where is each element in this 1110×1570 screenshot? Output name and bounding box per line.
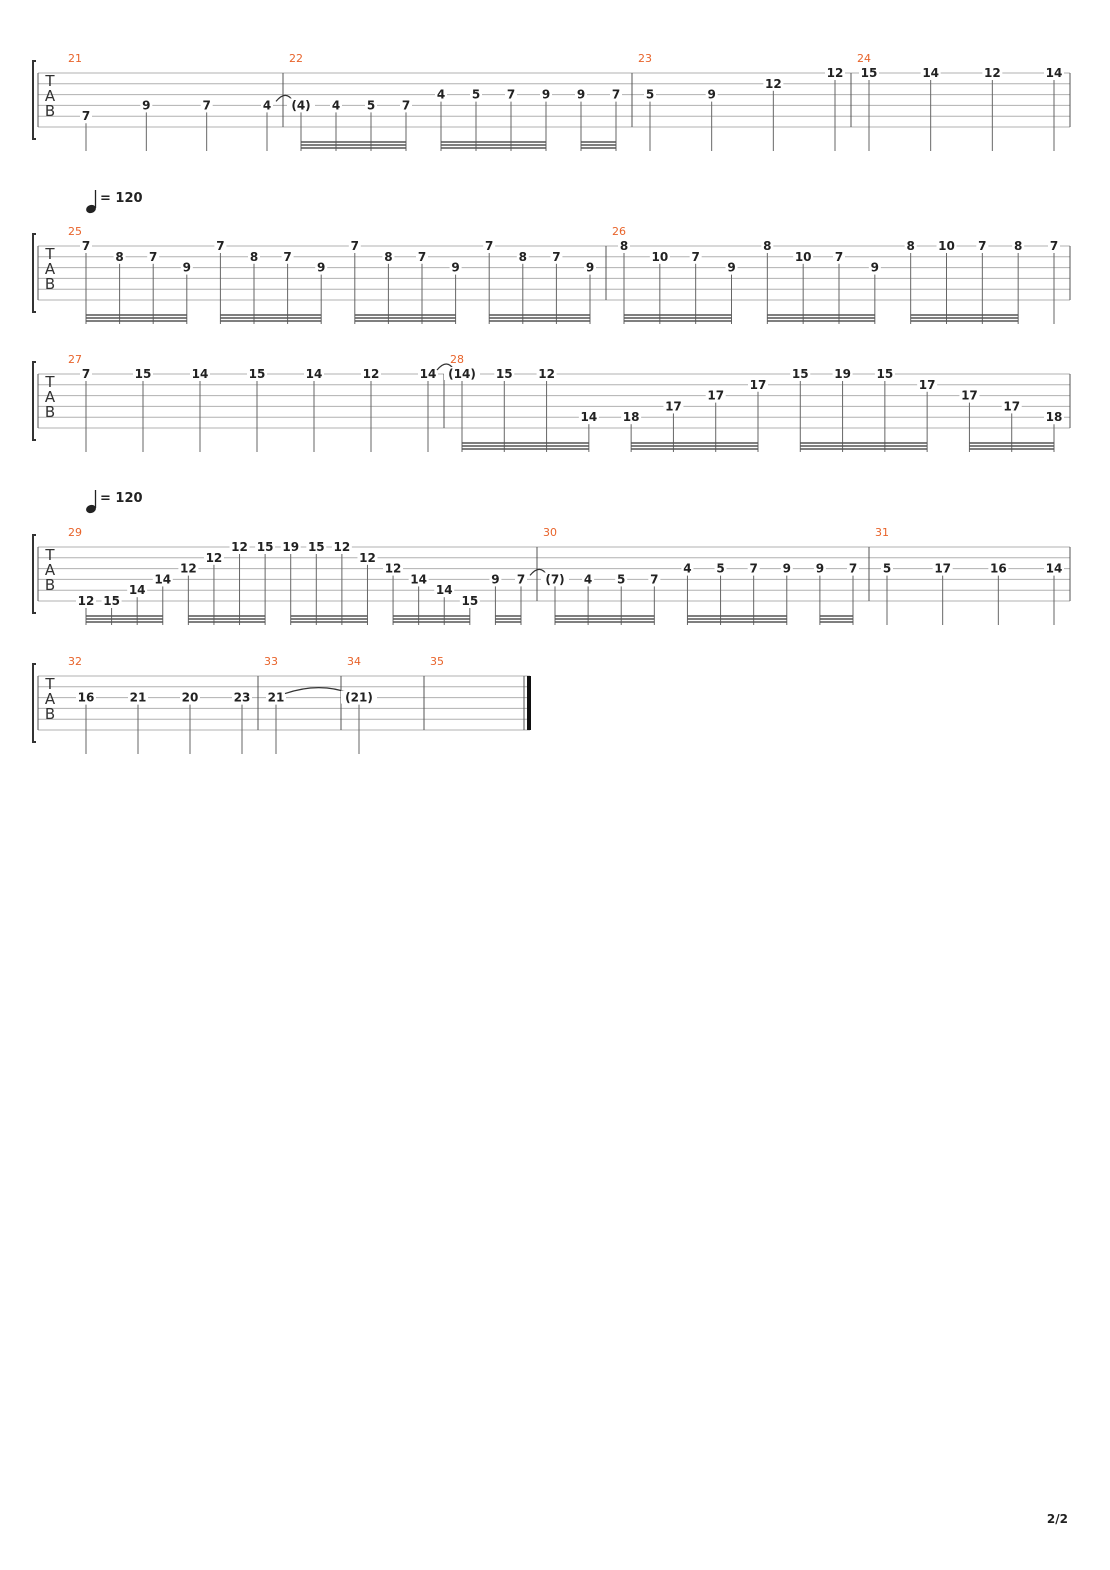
fret-number: 14: [191, 367, 209, 381]
fret-number: 14: [922, 66, 940, 80]
measure-number: 24: [857, 52, 871, 65]
fret-number: 15: [256, 540, 274, 554]
fret-number: 10: [938, 239, 955, 253]
fret-number: 14: [305, 367, 323, 381]
fret-number: 4: [436, 87, 446, 102]
fret-number: 4: [583, 572, 593, 587]
fret-number: 14: [580, 410, 598, 425]
fret-number: 17: [961, 388, 978, 403]
tab-clef-letter: A: [44, 690, 56, 708]
tab-clef-letter: A: [44, 87, 56, 105]
system-bracket: [33, 61, 36, 139]
fret-number: 9: [870, 260, 880, 275]
fret-number: 15: [860, 66, 878, 80]
tab-system: [33, 526, 1070, 625]
system-bracket: [33, 664, 36, 742]
fret-number: 5: [471, 87, 481, 102]
measure-number: 25: [68, 225, 82, 238]
measure-number: 21: [68, 52, 82, 65]
fret-number: 7: [202, 98, 211, 113]
fret-number: 5: [617, 572, 626, 587]
measure-number: 35: [430, 655, 444, 668]
fret-number: 15: [134, 367, 152, 381]
fret-number: 15: [307, 540, 325, 554]
fret-number: 14: [1045, 561, 1063, 576]
fret-number: 7: [350, 239, 359, 253]
tab-clef-letter: A: [44, 260, 56, 278]
fret-number: 7: [611, 87, 621, 102]
fret-number: 14: [1045, 66, 1063, 80]
tab-system: [33, 353, 1070, 452]
fret-number: 7: [506, 87, 516, 102]
fret-number: 7: [485, 239, 494, 253]
fret-number: 8: [619, 239, 629, 253]
fret-number: 4: [331, 98, 341, 113]
tempo-value: = 120: [100, 191, 143, 206]
fret-number: 14: [419, 367, 437, 381]
fret-number: 4: [683, 561, 692, 576]
fret-number: 12: [764, 76, 782, 91]
fret-number: 8: [1013, 239, 1023, 253]
tab-clef-letter: T: [45, 245, 55, 263]
fret-number: (21): [345, 690, 373, 705]
fret-number: 10: [651, 249, 669, 264]
fret-number: 8: [384, 249, 393, 264]
fret-number: 9: [576, 87, 586, 102]
fret-number: 5: [645, 87, 655, 102]
fret-number: 9: [815, 561, 825, 576]
tempo-value: = 120: [100, 491, 143, 506]
fret-number: 15: [103, 594, 120, 608]
fret-number: (7): [545, 572, 565, 587]
tab-clef-letter: B: [44, 275, 56, 293]
fret-number: 14: [128, 583, 146, 598]
fret-number: 7: [552, 249, 561, 264]
fret-number: 7: [749, 561, 758, 576]
fret-number: 12: [205, 550, 223, 565]
tab-clef-letter: A: [44, 388, 56, 406]
fret-number: 21: [129, 690, 147, 705]
fret-number: 7: [216, 239, 225, 253]
tab-clef-letter: B: [44, 102, 56, 120]
fret-number: 15: [876, 367, 894, 381]
fret-number: 16: [989, 561, 1007, 576]
fret-number: 14: [435, 583, 453, 598]
fret-number: 15: [495, 367, 513, 381]
tab-system: [33, 655, 530, 754]
tab-clef-letter: T: [45, 675, 55, 693]
measure-number: 33: [264, 655, 278, 668]
tab-clef-letter: B: [44, 705, 56, 723]
tab-clef-letter: T: [45, 373, 55, 391]
fret-number: 18: [622, 410, 640, 425]
fret-number: 12: [538, 367, 555, 381]
measure-number: 28: [450, 353, 464, 366]
fret-number: 7: [978, 239, 987, 253]
system-bracket: [33, 362, 36, 440]
system-bracket: [33, 535, 36, 613]
fret-number: 8: [249, 249, 259, 264]
fret-number: 23: [233, 690, 251, 705]
fret-number: 19: [282, 540, 300, 554]
fret-number: 17: [1003, 399, 1021, 414]
fret-number: 12: [362, 367, 380, 381]
tab-clef-letter: T: [45, 72, 55, 90]
fret-number: 7: [848, 561, 858, 576]
fret-number: 9: [491, 572, 500, 587]
tab-clef-letter: B: [44, 403, 56, 421]
fret-number: 9: [727, 260, 736, 275]
fret-number: 7: [401, 98, 411, 113]
fret-number: 5: [716, 561, 725, 576]
fret-number: 18: [1045, 410, 1063, 425]
fret-number: 7: [417, 249, 427, 264]
fret-number: 7: [1049, 239, 1059, 253]
fret-number: (14): [448, 367, 476, 381]
tab-clef-letter: B: [44, 576, 56, 594]
fret-number: 19: [834, 367, 851, 381]
tab-clef-letter: A: [44, 561, 56, 579]
fret-number: 12: [359, 550, 376, 565]
tab-system: [33, 52, 1070, 151]
fret-number: 15: [248, 367, 266, 381]
tab-clef-letter: T: [45, 546, 55, 564]
fret-number: 8: [906, 239, 915, 253]
fret-number: 12: [231, 540, 248, 554]
fret-number: 7: [650, 572, 659, 587]
fret-number: 7: [691, 249, 700, 264]
fret-number: 7: [149, 249, 158, 264]
fret-number: 20: [181, 690, 199, 705]
fret-number: 14: [410, 572, 427, 587]
fret-number: 9: [541, 87, 551, 102]
fret-number: 15: [791, 367, 809, 381]
fret-number: 10: [794, 249, 812, 264]
fret-number: 21: [267, 690, 285, 705]
fret-number: 8: [518, 249, 527, 264]
fret-number: 12: [77, 594, 95, 608]
fret-number: 4: [262, 98, 272, 113]
fret-number: 12: [983, 66, 1001, 80]
fret-number: 9: [707, 87, 716, 102]
measure-number: 26: [612, 225, 626, 238]
measure-number: 23: [638, 52, 652, 65]
fret-number: 7: [81, 109, 91, 124]
measure-number: 34: [347, 655, 361, 668]
fret-number: 15: [461, 594, 479, 608]
fret-number: 7: [516, 572, 526, 587]
fret-number: 9: [182, 260, 191, 275]
fret-number: 12: [333, 540, 351, 554]
page-number: 2/2: [1046, 1512, 1068, 1526]
measure-number: 29: [68, 526, 82, 539]
fret-number: 5: [882, 561, 892, 576]
fret-number: 8: [115, 249, 124, 264]
fret-number: 16: [77, 690, 95, 705]
fret-number: (4): [291, 98, 311, 113]
fret-number: 9: [451, 260, 460, 275]
tempo-mark: [85, 490, 143, 514]
fret-number: 8: [763, 239, 772, 253]
tempo-mark: [85, 190, 143, 214]
fret-number: 7: [834, 249, 844, 264]
fret-number: 17: [918, 377, 936, 392]
fret-number: 12: [180, 561, 197, 576]
fret-number: 12: [384, 561, 402, 576]
fret-number: 9: [317, 260, 326, 275]
measure-number: 32: [68, 655, 82, 668]
fret-number: 17: [749, 377, 767, 392]
measure-number: 22: [289, 52, 303, 65]
fret-number: 17: [707, 388, 725, 403]
system-bracket: [33, 234, 36, 312]
fret-number: 12: [826, 66, 844, 80]
fret-number: 7: [283, 249, 292, 264]
fret-number: 9: [782, 561, 791, 576]
measure-number: 27: [68, 353, 82, 366]
fret-number: 5: [366, 98, 376, 113]
tab-system: [33, 225, 1070, 324]
fret-number: 14: [154, 572, 172, 587]
fret-number: 7: [81, 367, 91, 381]
fret-number: 17: [934, 561, 952, 576]
fret-number: 7: [81, 239, 91, 253]
fret-number: 9: [142, 98, 151, 113]
measure-number: 31: [875, 526, 889, 539]
fret-number: 17: [665, 399, 682, 414]
fret-number: 9: [585, 260, 595, 275]
measure-number: 30: [543, 526, 557, 539]
